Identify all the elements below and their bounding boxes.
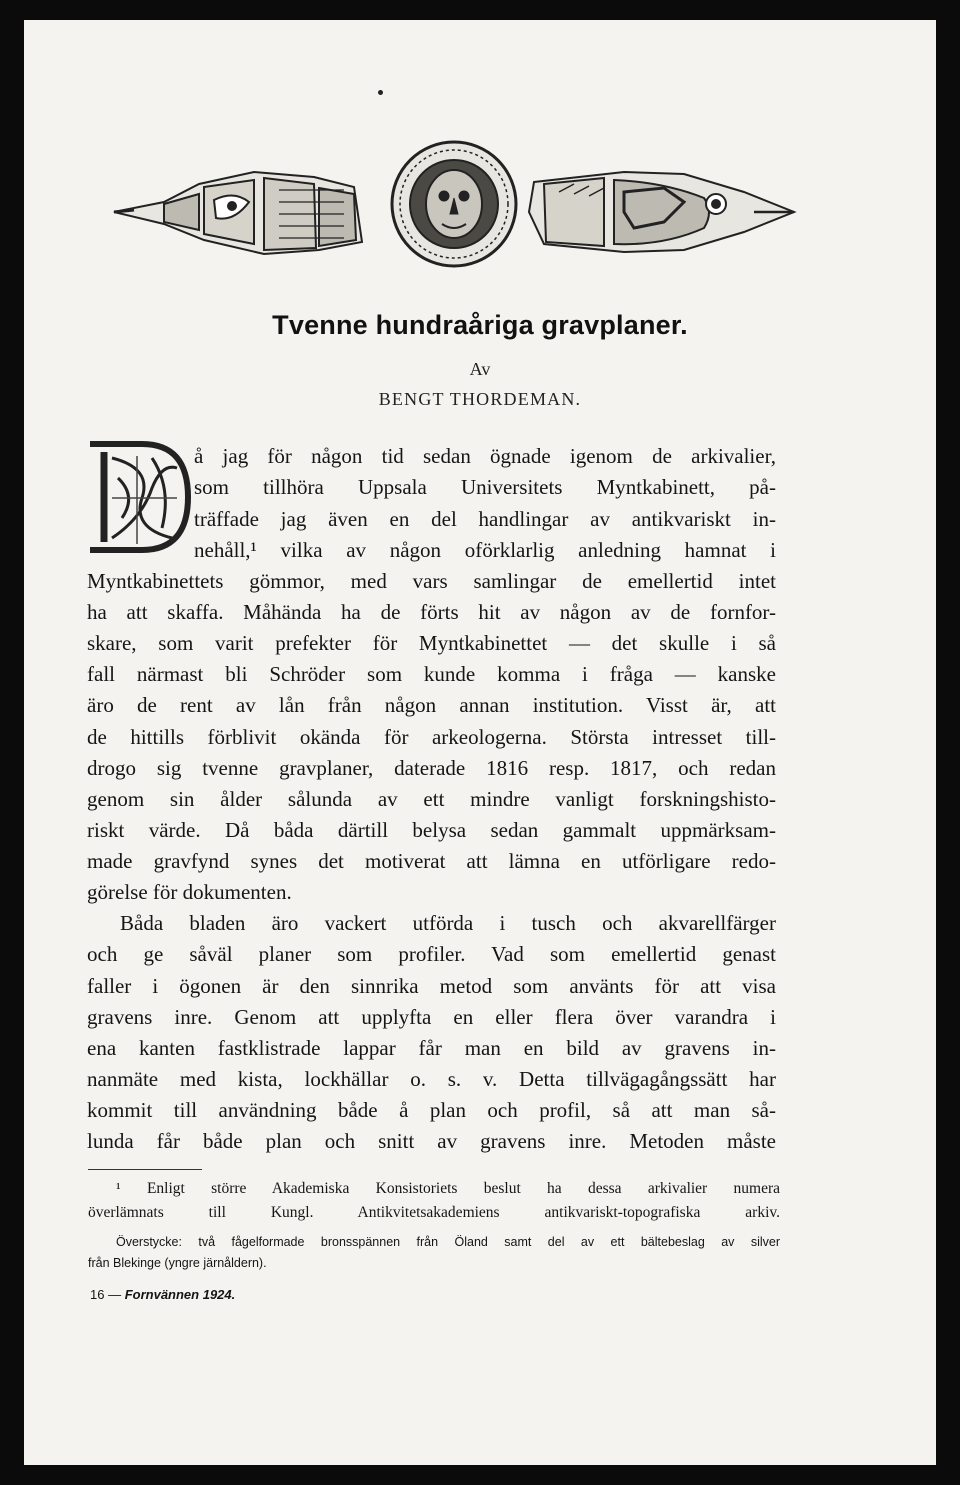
article-title: Tvenne hundraåriga gravplaner. xyxy=(272,310,688,340)
body-line: nanmäte med kista, lockhällar o. s. v. Detta tillvägagångssätt har xyxy=(87,1067,776,1091)
body-line: skare, som varit prefekter för Myntkabinettet — det skulle i så xyxy=(87,631,776,655)
body-line: å jag för någon tid sedan ögnade igenom de arkivalier, xyxy=(194,444,776,468)
body-line: de hittills förblivit okända för arkeologerna. Största intresset till- xyxy=(87,725,776,749)
caption-line-1: Överstycke: två fågelformade bronsspännen från Öland samt del av ett bältebeslag av silver xyxy=(116,1235,780,1249)
right-bird-brooch-icon xyxy=(529,172,794,252)
body-line: kommit till användning både å plan och profil, så att man så- xyxy=(87,1098,776,1122)
body-line: riskt värde. Då båda därtill belysa sedan gammalt uppmärksam- xyxy=(87,818,776,842)
page-number: 16 — xyxy=(90,1287,122,1302)
body-line: träffade jag även en del handlingar av antikvariskt in- xyxy=(194,507,776,531)
left-bird-brooch-icon xyxy=(114,172,362,254)
body-line: nehåll,¹ vilka av någon oförklarlig anledning hamnat i xyxy=(194,538,776,562)
body-line: som tillhöra Uppsala Universitets Myntkabinett, på- xyxy=(194,475,776,499)
ornamental-initial-d-icon xyxy=(82,438,194,556)
body-line: äro de rent av lån från någon annan institution. Visst är, att xyxy=(87,693,776,717)
body-line: Myntkabinettets gömmor, med vars samlingar de emellertid intet xyxy=(87,569,776,593)
body-line: Båda bladen äro vackert utförda i tusch och akvarellfärger xyxy=(120,911,776,935)
mask-medallion-icon xyxy=(392,142,516,266)
body-line: och ge såväl planer som profiler. Vad som emellertid genast xyxy=(87,942,776,966)
footnote-1-line-2: överlämnats till Kungl. Antikvitetsakademiens antikvariskt-topografiska arkiv. xyxy=(88,1204,780,1221)
author-prefix: Av xyxy=(469,359,491,379)
journal-name: Fornvännen 1924. xyxy=(124,1287,236,1302)
footnote-1-line-1: ¹ Enligt större Akademiska Konsistoriets beslut ha dessa arkivalier numera xyxy=(116,1180,780,1197)
body-line: ha att skaffa. Måhända ha de förts hit av någon av de fornfor- xyxy=(87,600,776,624)
brooch-ornament-icon xyxy=(104,132,804,282)
body-line: drogo sig tvenne gravplaner, daterade 1816 resp. 1817, och redan xyxy=(87,756,776,780)
page-speck xyxy=(378,90,383,95)
footnote-rule xyxy=(88,1169,202,1170)
body-line: gravens inre. Genom att upplyfta en eller flera över varandra i xyxy=(87,1005,776,1029)
body-line: genom sin ålder sålunda av ett mindre vanligt forskningshisto- xyxy=(87,787,776,811)
body-line: ena kanten fastklistrade lappar får man en bild av gravens in- xyxy=(87,1036,776,1060)
body-line: lunda får både plan och snitt av gravens inre. Metoden måste xyxy=(87,1129,776,1153)
body-line: made gravfynd synes det motiverat att lämna en utförligare redo- xyxy=(87,849,776,873)
author-name: BENGT THORDEMAN. xyxy=(378,389,582,409)
body-line: görelse för dokumenten. xyxy=(87,880,292,904)
journal-page xyxy=(24,20,936,1465)
body-line: faller i ögonen är den sinnrika metod som använts för att visa xyxy=(87,974,776,998)
body-line: fall närmast bli Schröder som kunde komma i fråga — kanske xyxy=(87,662,776,686)
caption-line-2: från Blekinge (yngre järnåldern). xyxy=(88,1256,267,1270)
page-signature xyxy=(90,1287,235,1302)
